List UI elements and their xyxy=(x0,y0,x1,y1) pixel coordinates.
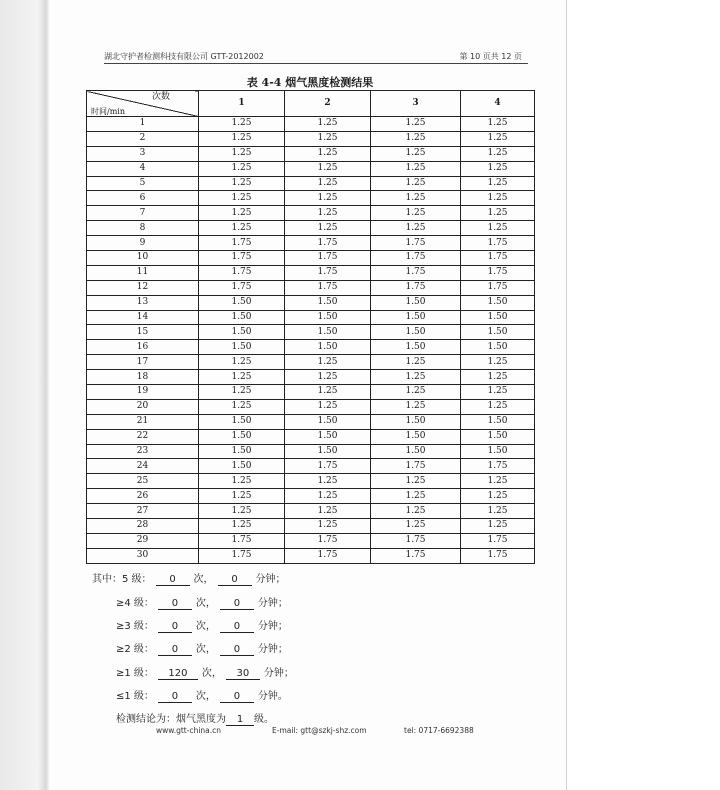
value-cell: 1.25 xyxy=(461,474,535,489)
value-cell: 1.25 xyxy=(461,131,535,146)
column-header: 3 xyxy=(371,91,461,117)
value-cell: 1.75 xyxy=(371,280,461,295)
value-cell: 1.25 xyxy=(199,504,285,519)
value-cell: 1.25 xyxy=(371,355,461,370)
summary-count: 0 xyxy=(156,574,190,586)
table-row xyxy=(87,176,535,191)
table-row xyxy=(87,265,535,280)
summary-minutes: 30 xyxy=(226,668,260,680)
value-cell: 1.75 xyxy=(371,251,461,266)
time-cell: 17 xyxy=(87,355,199,370)
scan-margin-right xyxy=(566,0,720,790)
value-cell: 1.75 xyxy=(461,265,535,280)
time-cell: 19 xyxy=(87,385,199,400)
table-caption: 表 4-4 烟气黑度检测结果 xyxy=(246,76,374,89)
summary-prefix: ≥3 级： xyxy=(116,621,154,632)
value-cell: 1.75 xyxy=(371,236,461,251)
value-cell: 1.25 xyxy=(461,176,535,191)
time-cell: 10 xyxy=(87,251,199,266)
summary-minutes: 0 xyxy=(220,691,254,703)
table-row xyxy=(87,117,535,132)
summary-minutes: 0 xyxy=(220,598,254,610)
value-cell: 1.25 xyxy=(461,385,535,400)
summary-prefix: 其中：5 级： xyxy=(92,574,152,585)
table-row xyxy=(87,429,535,444)
value-cell: 1.75 xyxy=(371,265,461,280)
value-cell: 1.25 xyxy=(461,117,535,132)
value-cell: 1.25 xyxy=(371,161,461,176)
summary-separator: 次， xyxy=(195,691,216,702)
conclusion-value: 1 xyxy=(226,714,254,726)
table-row xyxy=(87,251,535,266)
value-cell: 1.25 xyxy=(199,489,285,504)
table-row xyxy=(87,310,535,325)
value-cell: 1.25 xyxy=(461,191,535,206)
summary-minutes: 0 xyxy=(218,574,252,586)
value-cell: 1.50 xyxy=(461,444,535,459)
value-cell: 1.25 xyxy=(371,191,461,206)
table-row xyxy=(87,280,535,295)
value-cell: 1.75 xyxy=(371,459,461,474)
table-row xyxy=(87,548,535,563)
value-cell: 1.75 xyxy=(461,251,535,266)
value-cell: 1.50 xyxy=(371,340,461,355)
value-cell: 1.25 xyxy=(461,399,535,414)
time-cell: 20 xyxy=(87,399,199,414)
conclusion-line xyxy=(116,710,274,726)
value-cell: 1.50 xyxy=(285,325,371,340)
value-cell: 1.25 xyxy=(461,489,535,504)
table-row xyxy=(87,146,535,161)
value-cell: 1.25 xyxy=(371,117,461,132)
summary-prefix: ≥1 级： xyxy=(116,668,154,679)
summary-line xyxy=(116,594,288,610)
summary-line xyxy=(116,687,288,703)
value-cell: 1.50 xyxy=(371,414,461,429)
value-cell: 1.25 xyxy=(285,399,371,414)
time-cell: 13 xyxy=(87,295,199,310)
time-cell: 8 xyxy=(87,221,199,236)
value-cell: 1.25 xyxy=(285,206,371,221)
value-cell: 1.25 xyxy=(461,161,535,176)
summary-line xyxy=(116,664,294,680)
time-cell: 6 xyxy=(87,191,199,206)
value-cell: 1.25 xyxy=(285,117,371,132)
table-row xyxy=(87,414,535,429)
value-cell: 1.25 xyxy=(199,221,285,236)
conclusion-suffix: 级。 xyxy=(254,714,274,725)
value-cell: 1.25 xyxy=(371,370,461,385)
value-cell: 1.50 xyxy=(371,325,461,340)
value-cell: 1.25 xyxy=(371,504,461,519)
header-count-label: 次数 xyxy=(151,92,170,102)
time-cell: 26 xyxy=(87,489,199,504)
table-row xyxy=(87,504,535,519)
value-cell: 1.25 xyxy=(199,399,285,414)
value-cell: 1.25 xyxy=(285,161,371,176)
value-cell: 1.25 xyxy=(285,146,371,161)
footer-website: www.gtt-china.cn xyxy=(156,726,222,735)
value-cell: 1.50 xyxy=(199,325,285,340)
value-cell: 1.50 xyxy=(371,295,461,310)
header-time-label: 时间/min xyxy=(91,107,125,116)
summary-minutes: 0 xyxy=(220,644,254,656)
value-cell: 1.50 xyxy=(461,310,535,325)
scan-margin-left xyxy=(0,0,50,790)
summary-prefix: ≥4 级： xyxy=(116,598,154,609)
time-cell: 27 xyxy=(87,504,199,519)
value-cell: 1.25 xyxy=(371,399,461,414)
value-cell: 1.25 xyxy=(285,519,371,534)
value-cell: 1.25 xyxy=(199,131,285,146)
summary-line xyxy=(92,570,286,586)
column-header: 4 xyxy=(461,91,535,117)
value-cell: 1.50 xyxy=(285,429,371,444)
summary-separator: 次， xyxy=(195,598,216,609)
summary-count: 0 xyxy=(158,691,192,703)
footer-tel: tel: 0717-6692388 xyxy=(404,726,474,735)
value-cell: 1.75 xyxy=(199,548,285,563)
value-cell: 1.50 xyxy=(285,310,371,325)
value-cell: 1.75 xyxy=(199,236,285,251)
time-cell: 24 xyxy=(87,459,199,474)
summary-line xyxy=(116,617,288,633)
value-cell: 1.25 xyxy=(285,191,371,206)
summary-separator: 次， xyxy=(193,574,214,585)
value-cell: 1.25 xyxy=(285,176,371,191)
value-cell: 1.25 xyxy=(199,117,285,132)
value-cell: 1.25 xyxy=(199,206,285,221)
summary-separator: 次， xyxy=(195,621,216,632)
value-cell: 1.50 xyxy=(461,325,535,340)
time-cell: 30 xyxy=(87,548,199,563)
smoke-blackness-table xyxy=(86,90,535,564)
value-cell: 1.50 xyxy=(371,444,461,459)
summary-count: 120 xyxy=(158,668,198,680)
table-row xyxy=(87,459,535,474)
summary-suffix: 分钟； xyxy=(255,574,286,585)
value-cell: 1.50 xyxy=(285,295,371,310)
table-row xyxy=(87,161,535,176)
value-cell: 1.25 xyxy=(371,221,461,236)
summary-prefix: ≤1 级： xyxy=(116,691,154,702)
table-row xyxy=(87,206,535,221)
summary-separator: 次， xyxy=(201,668,222,679)
page-header xyxy=(104,49,528,64)
page-number: 第 10 页共 12 页 xyxy=(459,52,522,61)
time-cell: 25 xyxy=(87,474,199,489)
footer-email: E-mail: gtt@szkj-shz.com xyxy=(272,726,367,735)
table-row xyxy=(87,399,535,414)
value-cell: 1.75 xyxy=(371,548,461,563)
value-cell: 1.75 xyxy=(285,280,371,295)
value-cell: 1.75 xyxy=(199,533,285,548)
value-cell: 1.25 xyxy=(371,131,461,146)
company-name: 湖北守护者检测科技有限公司 GTT-2012002 xyxy=(104,52,264,61)
time-cell: 22 xyxy=(87,429,199,444)
time-cell: 1 xyxy=(87,117,199,132)
value-cell: 1.25 xyxy=(371,519,461,534)
summary-suffix: 分钟； xyxy=(263,668,294,679)
time-cell: 16 xyxy=(87,340,199,355)
value-cell: 1.50 xyxy=(199,459,285,474)
summary-suffix: 分钟； xyxy=(257,621,288,632)
time-cell: 5 xyxy=(87,176,199,191)
summary-minutes: 0 xyxy=(220,621,254,633)
time-cell: 18 xyxy=(87,370,199,385)
value-cell: 1.50 xyxy=(199,340,285,355)
time-cell: 7 xyxy=(87,206,199,221)
value-cell: 1.50 xyxy=(371,310,461,325)
summary-separator: 次， xyxy=(195,644,216,655)
table-row xyxy=(87,444,535,459)
time-cell: 23 xyxy=(87,444,199,459)
value-cell: 1.50 xyxy=(199,429,285,444)
value-cell: 1.25 xyxy=(285,355,371,370)
time-cell: 9 xyxy=(87,236,199,251)
value-cell: 1.25 xyxy=(371,146,461,161)
value-cell: 1.50 xyxy=(199,295,285,310)
value-cell: 1.25 xyxy=(285,221,371,236)
value-cell: 1.75 xyxy=(461,280,535,295)
table-header-row xyxy=(87,91,535,117)
summary-line xyxy=(116,640,288,656)
table-row xyxy=(87,385,535,400)
time-cell: 21 xyxy=(87,414,199,429)
table-row xyxy=(87,191,535,206)
value-cell: 1.25 xyxy=(461,146,535,161)
table-row xyxy=(87,370,535,385)
value-cell: 1.25 xyxy=(371,206,461,221)
value-cell: 1.25 xyxy=(199,191,285,206)
table-row xyxy=(87,474,535,489)
table-row xyxy=(87,489,535,504)
value-cell: 1.75 xyxy=(461,459,535,474)
value-cell: 1.50 xyxy=(461,414,535,429)
table-row xyxy=(87,533,535,548)
value-cell: 1.50 xyxy=(371,429,461,444)
value-cell: 1.75 xyxy=(461,548,535,563)
summary-prefix: ≥2 级： xyxy=(116,644,154,655)
table-row xyxy=(87,325,535,340)
summary-count: 0 xyxy=(158,644,192,656)
value-cell: 1.25 xyxy=(285,385,371,400)
value-cell: 1.25 xyxy=(199,519,285,534)
column-header: 1 xyxy=(199,91,285,117)
table-row xyxy=(87,295,535,310)
summary-suffix: 分钟； xyxy=(257,644,288,655)
time-cell: 11 xyxy=(87,265,199,280)
value-cell: 1.25 xyxy=(199,474,285,489)
value-cell: 1.50 xyxy=(461,429,535,444)
summary-count: 0 xyxy=(158,598,192,610)
value-cell: 1.75 xyxy=(461,236,535,251)
value-cell: 1.25 xyxy=(371,176,461,191)
value-cell: 1.25 xyxy=(199,146,285,161)
value-cell: 1.25 xyxy=(285,474,371,489)
time-cell: 14 xyxy=(87,310,199,325)
value-cell: 1.25 xyxy=(461,355,535,370)
value-cell: 1.25 xyxy=(461,206,535,221)
value-cell: 1.75 xyxy=(371,533,461,548)
table-row xyxy=(87,131,535,146)
value-cell: 1.50 xyxy=(461,295,535,310)
table-row xyxy=(87,236,535,251)
value-cell: 1.75 xyxy=(285,548,371,563)
value-cell: 1.25 xyxy=(371,489,461,504)
table-row xyxy=(87,340,535,355)
value-cell: 1.50 xyxy=(199,310,285,325)
value-cell: 1.50 xyxy=(461,340,535,355)
value-cell: 1.25 xyxy=(461,519,535,534)
column-header: 2 xyxy=(285,91,371,117)
value-cell: 1.25 xyxy=(461,370,535,385)
value-cell: 1.50 xyxy=(285,340,371,355)
conclusion-prefix: 检测结论为：烟气黑度为 xyxy=(116,714,226,725)
value-cell: 1.75 xyxy=(285,533,371,548)
value-cell: 1.75 xyxy=(285,236,371,251)
value-cell: 1.25 xyxy=(371,474,461,489)
time-cell: 29 xyxy=(87,533,199,548)
value-cell: 1.25 xyxy=(199,385,285,400)
time-cell: 28 xyxy=(87,519,199,534)
table-body xyxy=(87,117,535,564)
value-cell: 1.25 xyxy=(285,370,371,385)
value-cell: 1.75 xyxy=(199,251,285,266)
summary-suffix: 分钟。 xyxy=(257,691,288,702)
value-cell: 1.25 xyxy=(461,504,535,519)
summary-count: 0 xyxy=(158,621,192,633)
table-row xyxy=(87,221,535,236)
value-cell: 1.25 xyxy=(461,221,535,236)
table-row xyxy=(87,519,535,534)
value-cell: 1.50 xyxy=(285,444,371,459)
summary-suffix: 分钟； xyxy=(257,598,288,609)
value-cell: 1.25 xyxy=(199,370,285,385)
time-cell: 3 xyxy=(87,146,199,161)
value-cell: 1.75 xyxy=(285,265,371,280)
value-cell: 1.50 xyxy=(199,414,285,429)
time-cell: 4 xyxy=(87,161,199,176)
value-cell: 1.25 xyxy=(285,131,371,146)
value-cell: 1.25 xyxy=(199,176,285,191)
diagonal-header-cell xyxy=(87,91,199,117)
time-cell: 2 xyxy=(87,131,199,146)
value-cell: 1.50 xyxy=(285,414,371,429)
value-cell: 1.25 xyxy=(199,161,285,176)
value-cell: 1.25 xyxy=(199,355,285,370)
value-cell: 1.25 xyxy=(285,489,371,504)
time-cell: 12 xyxy=(87,280,199,295)
value-cell: 1.25 xyxy=(371,385,461,400)
value-cell: 1.25 xyxy=(285,504,371,519)
table-row xyxy=(87,355,535,370)
value-cell: 1.75 xyxy=(461,533,535,548)
value-cell: 1.75 xyxy=(199,280,285,295)
value-cell: 1.50 xyxy=(199,444,285,459)
value-cell: 1.75 xyxy=(199,265,285,280)
time-cell: 15 xyxy=(87,325,199,340)
value-cell: 1.75 xyxy=(285,251,371,266)
value-cell: 1.75 xyxy=(285,459,371,474)
